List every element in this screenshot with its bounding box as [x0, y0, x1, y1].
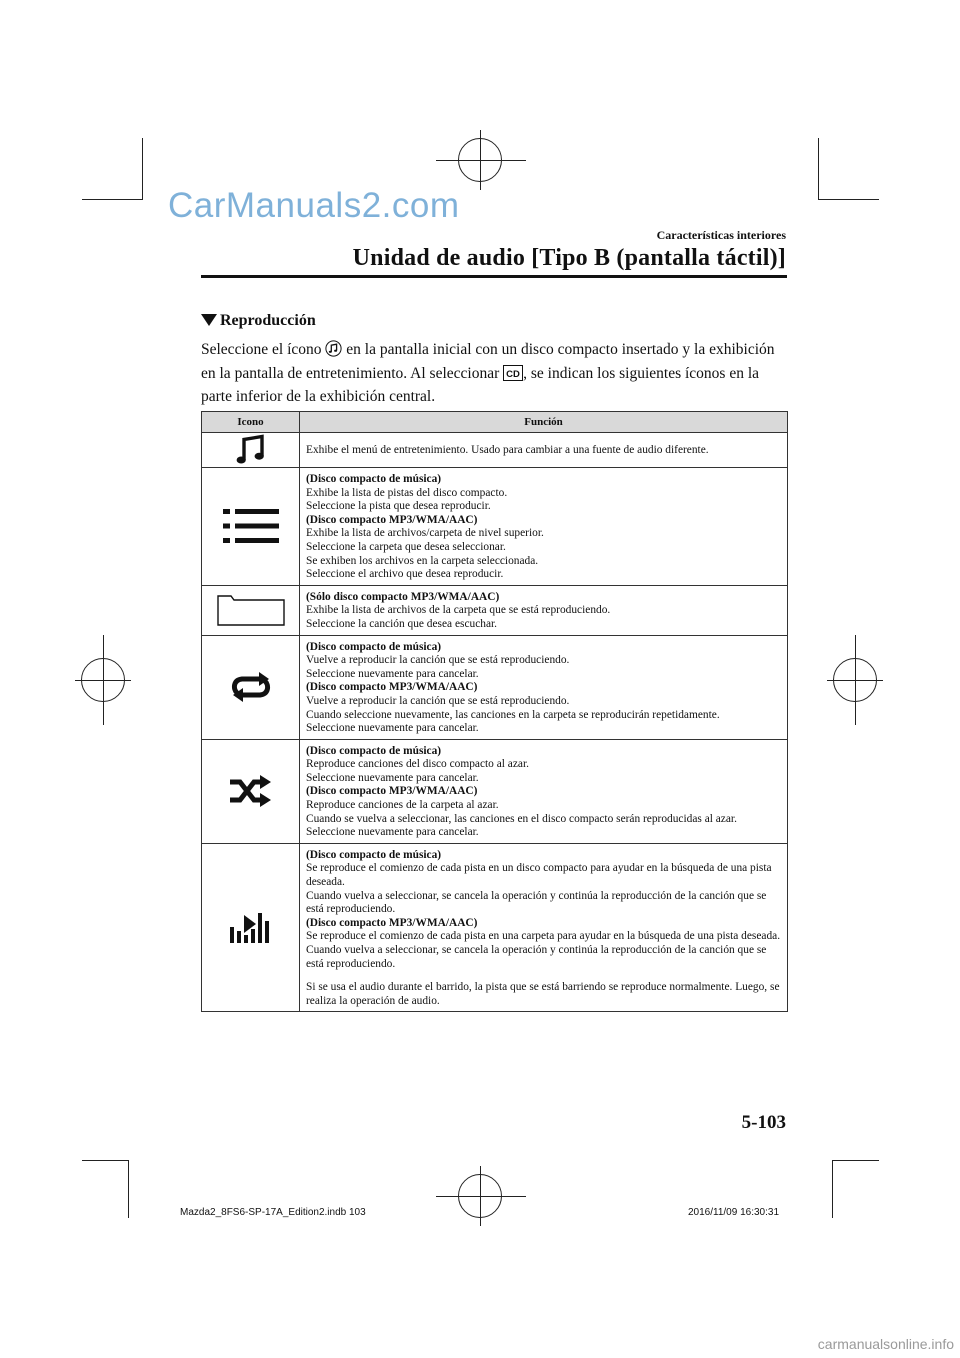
icon-cell	[202, 635, 300, 739]
function-text: Cuando se vuelva a seleccionar, las canciones en el disco compacto serán reproducidas al azar.	[306, 812, 737, 825]
file-date: 2016/11/09 16:30:31	[688, 1207, 780, 1218]
function-text: Seleccione la canción que desea escuchar.	[306, 617, 498, 630]
function-text: Se exhiben los archivos en la carpeta seleccionada.	[306, 554, 539, 567]
repeat-icon	[202, 670, 299, 704]
table-row	[202, 739, 788, 843]
title-rule	[201, 275, 787, 278]
function-text: Seleccione la pista que desea reproducir.	[306, 500, 491, 513]
icon-cell	[202, 433, 300, 468]
cd-inline-icon	[503, 365, 523, 388]
function-cell	[300, 635, 788, 739]
page-title: Unidad de audio [Tipo B (pantalla táctil)]	[352, 245, 786, 271]
function-text: Seleccione nuevamente para cancelar.	[306, 667, 479, 680]
function-text: Cuando seleccione nuevamente, las canciones en la carpeta se reproducirán repetidamente.	[306, 708, 720, 721]
line-gap	[306, 971, 781, 981]
bottom-watermark: carmanualsonline.info	[817, 1336, 954, 1352]
section-heading-text: Reproducción	[220, 312, 316, 329]
scan-icon	[202, 911, 299, 945]
table-body	[202, 433, 788, 1012]
function-subheading: (Disco compacto MP3/WMA/AAC)	[306, 785, 478, 798]
cd-icon-text: CD	[506, 368, 520, 380]
function-text: Seleccione el archivo que desea reproducir.	[306, 568, 504, 581]
function-text: Seleccione nuevamente para cancelar.	[306, 771, 479, 784]
function-text: Exhibe la lista de archivos/carpeta de nivel superior.	[306, 527, 544, 540]
section-heading	[201, 312, 316, 330]
function-text: Vuelve a reproducir la canción que se está reproduciendo.	[306, 654, 570, 667]
function-text: Reproduce canciones del disco compacto al azar.	[306, 758, 529, 771]
function-subheading: (Disco compacto MP3/WMA/AAC)	[306, 513, 478, 526]
table-header-row	[202, 412, 788, 433]
icon-cell	[202, 585, 300, 635]
function-subheading: (Disco compacto MP3/WMA/AAC)	[306, 681, 478, 694]
function-text: Seleccione nuevamente para cancelar.	[306, 722, 479, 735]
function-subheading: (Disco compacto de música)	[306, 640, 442, 653]
function-subheading: (Disco compacto MP3/WMA/AAC)	[306, 916, 478, 929]
folder-icon	[202, 594, 299, 626]
function-text: Exhibe la lista de archivos de la carpeta que se está reproduciendo.	[306, 604, 611, 617]
table-row	[202, 635, 788, 739]
function-subheading: (Sólo disco compacto MP3/WMA/AAC)	[306, 590, 500, 603]
shuffle-icon	[202, 774, 299, 808]
file-info: Mazda2_8FS6-SP-17A_Edition2.indb 103	[180, 1207, 366, 1218]
icon-cell	[202, 468, 300, 586]
page-number: 5-103	[741, 1112, 786, 1133]
table-row	[202, 433, 788, 468]
function-text: Se reproduce el comienzo de cada pista en un disco compacto para ayudar en la búsqueda de una pista deseada.	[306, 862, 772, 889]
function-text: Vuelve a reproducir la canción que se está reproduciendo.	[306, 694, 570, 707]
icon-cell	[202, 739, 300, 843]
table-row	[202, 843, 788, 1012]
intro-text-3: , se indican los siguientes íconos en la parte inferior de la exhibición central.	[201, 364, 760, 405]
watermark-text: CarManuals2.com	[168, 186, 460, 225]
function-subheading: (Disco compacto de música)	[306, 473, 442, 485]
function-text: Exhibe la lista de pistas del disco compacto.	[306, 486, 508, 499]
function-subheading: (Disco compacto de música)	[306, 744, 442, 757]
function-text: Exhibe el menú de entretenimiento. Usado para cambiar a una fuente de audio diferente.	[306, 444, 709, 457]
table-row	[202, 585, 788, 635]
music-note-inline-icon	[325, 340, 342, 364]
function-cell	[300, 468, 788, 586]
icon-function-table	[201, 411, 788, 1012]
section-label: Características interiores	[656, 228, 786, 242]
music-note-icon	[202, 433, 299, 467]
triangle-icon	[201, 314, 217, 326]
header-funcion: Función	[300, 412, 788, 433]
function-text: Seleccione la carpeta que desea seleccionar.	[306, 540, 506, 553]
function-text: Reproduce canciones de la carpeta al azar.	[306, 799, 499, 812]
function-cell	[300, 843, 788, 1012]
function-text: Cuando vuelva a seleccionar, se cancela la operación y continúa la reproducción de la canción que se está reproduciendo.	[306, 944, 767, 970]
function-subheading: (Disco compacto de música)	[306, 848, 442, 861]
function-cell	[300, 433, 788, 468]
function-text: Se reproduce el comienzo de cada pista en una carpeta para ayudar en la búsqueda de una pista deseada.	[306, 930, 781, 943]
icon-cell	[202, 843, 300, 1012]
intro-text-2: en la pantalla inicial con un disco compacto insertado y la exhibición en la pantalla de entretenimiento. Al seleccionar	[201, 341, 775, 382]
function-text: Si se usa el audio durante el barrido, la pista que se está barriendo se reproduce normalmente. Luego, se realiza la operación de audio.	[306, 981, 780, 1007]
intro-text-1: Seleccione el ícono	[201, 341, 322, 358]
intro-paragraph	[201, 340, 791, 408]
function-text: Cuando vuelva a seleccionar, se cancela la operación y continúa la reproducción de la canción que se está reproduciendo.	[306, 889, 767, 916]
function-text: Seleccione nuevamente para cancelar.	[306, 826, 479, 839]
table-row	[202, 468, 788, 586]
function-cell	[300, 739, 788, 843]
function-cell	[300, 585, 788, 635]
list-icon	[202, 507, 299, 545]
header-icono: Icono	[202, 412, 300, 433]
